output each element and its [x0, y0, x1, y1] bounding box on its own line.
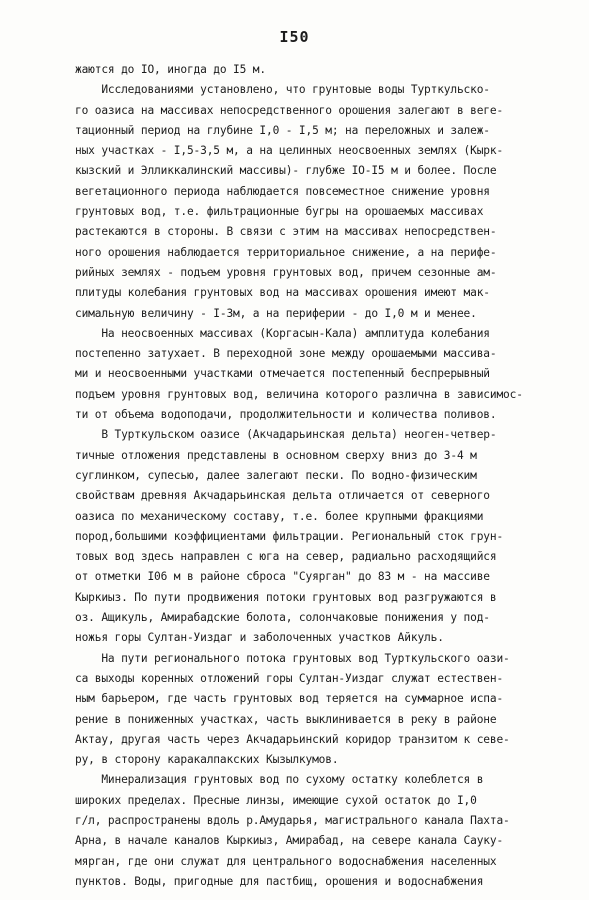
- text-line: товых вод здесь направлен с юга на север, радиально расходящийся: [75, 550, 497, 564]
- text-line: ным барьером, где часть грунтовых вод теряется на суммарное испа-: [75, 692, 504, 706]
- text-line: грунтовых вод, т.е. фильтрационные бугры на орошаемых массивах: [75, 205, 484, 219]
- body-text: [75, 60, 565, 892]
- text-line: г/л, распространены вдоль р.Амударья, магистрального канала Пахта-: [75, 813, 510, 827]
- text-line: Минерализация грунтовых вод по сухому остатку колеблется в: [75, 773, 484, 787]
- text-line: пунктов. Воды, пригодные для пастбищ, орошения и водоснабжения: [75, 874, 484, 888]
- page-number: I50: [279, 28, 310, 46]
- text-line: свойствам древняя Акчадарьинская дельта отличается от северного: [75, 489, 490, 503]
- text-line: оз. Ащикуль, Амирабадские болота, солончаковые понижения у под-: [75, 611, 490, 625]
- text-line: суглинком, супесью, далее залегают пески. По водно-физическим: [75, 468, 477, 482]
- text-line: ных участках - I,5-3,5 м, а на целинных неосвоенных землях (Кырк-: [75, 144, 504, 158]
- text-line: мярган, где они служат для центрального водоснабжения населенных: [75, 854, 497, 868]
- text-line: постепенно затухает. В переходной зоне между орошаемыми массива-: [75, 347, 497, 361]
- text-line: от отметки I06 м в районе сброса "Суярган" до 83 м - на массиве: [75, 570, 490, 584]
- text-line: вегетационного периода наблюдается повсеместное снижение уровня: [75, 184, 490, 198]
- text-line: ного орошения наблюдается территориальное снижение, а на перифе-: [75, 245, 497, 259]
- text-line: ру, в сторону каракалпакских Кызылкумов.: [75, 753, 339, 767]
- text-line: В Турткульском оазисе (Акчадарьинская дельта) неоген-четвер-: [75, 428, 497, 442]
- text-line: ми и неосвоенными участками отмечается постепенный беспрерывный: [75, 367, 490, 381]
- text-line: На пути регионального потока грунтовых вод Турткульского оази-: [75, 651, 510, 665]
- text-line: тичные отложения представлены в основном сверху вниз до 3-4 м: [75, 448, 477, 462]
- text-line: оазиса по механическому составу, т.е. более крупными фракциями: [75, 509, 484, 523]
- text-line: плитуды колебания грунтовых вод на массивах орошения имеют мак-: [75, 286, 490, 300]
- text-line: рийных землях - подъем уровня грунтовых вод, причем сезонные ам-: [75, 265, 497, 279]
- text-line: подъем уровня грунтовых вод, величина которого различна в зависимос-: [75, 387, 523, 401]
- text-line: ти от объема водоподачи, продолжительности и количества поливов.: [75, 408, 497, 422]
- text-line: широких пределах. Пресные линзы, имеющие сухой остаток до I,0: [75, 793, 477, 807]
- text-line: Исследованиями установлено, что грунтовые воды Турткульско-: [75, 83, 490, 97]
- text-line: Кыркиыз. По пути продвижения потоки грунтовых вод разгружаются в: [75, 590, 497, 604]
- text-line: жаются до IO, иногда до I5 м.: [75, 63, 266, 76]
- text-line: са выходы коренных отложений горы Султан-Уиздаг служат естествен-: [75, 671, 504, 685]
- text-line: Актау, другая часть через Акчадарьинский коридор транзитом к севе-: [75, 732, 510, 746]
- text-line: ножья горы Султан-Уиздаг и заболоченных участков Айкуль.: [75, 631, 444, 645]
- text-line: го оазиса на массивах непосредственного орошения залегают в веге-: [75, 103, 504, 117]
- text-line: тационный период на глубине I,0 - I,5 м; на переложных и залеж-: [75, 123, 490, 137]
- text-line: рение в пониженных участках, часть выклинивается в реку в районе: [75, 712, 497, 726]
- text-line: кызский и Элликкалинский массивы)- глубже IO-I5 м и более. После: [75, 164, 497, 178]
- text-line: пород,большими коэффициентами фильтрации. Региональный сток грун-: [75, 529, 504, 543]
- text-line: растекаются в стороны. В связи с этим на массивах непосредствен-: [75, 225, 497, 239]
- text-line: симальную величину - I-3м, а на периферии - до I,0 м и менее.: [75, 306, 477, 320]
- text-line: На неосвоенных массивах (Коргасын-Кала) амплитуда колебания: [75, 326, 490, 340]
- text-line: Арна, в начале каналов Кыркиыз, Амирабад, на севере канала Сауку-: [75, 834, 504, 848]
